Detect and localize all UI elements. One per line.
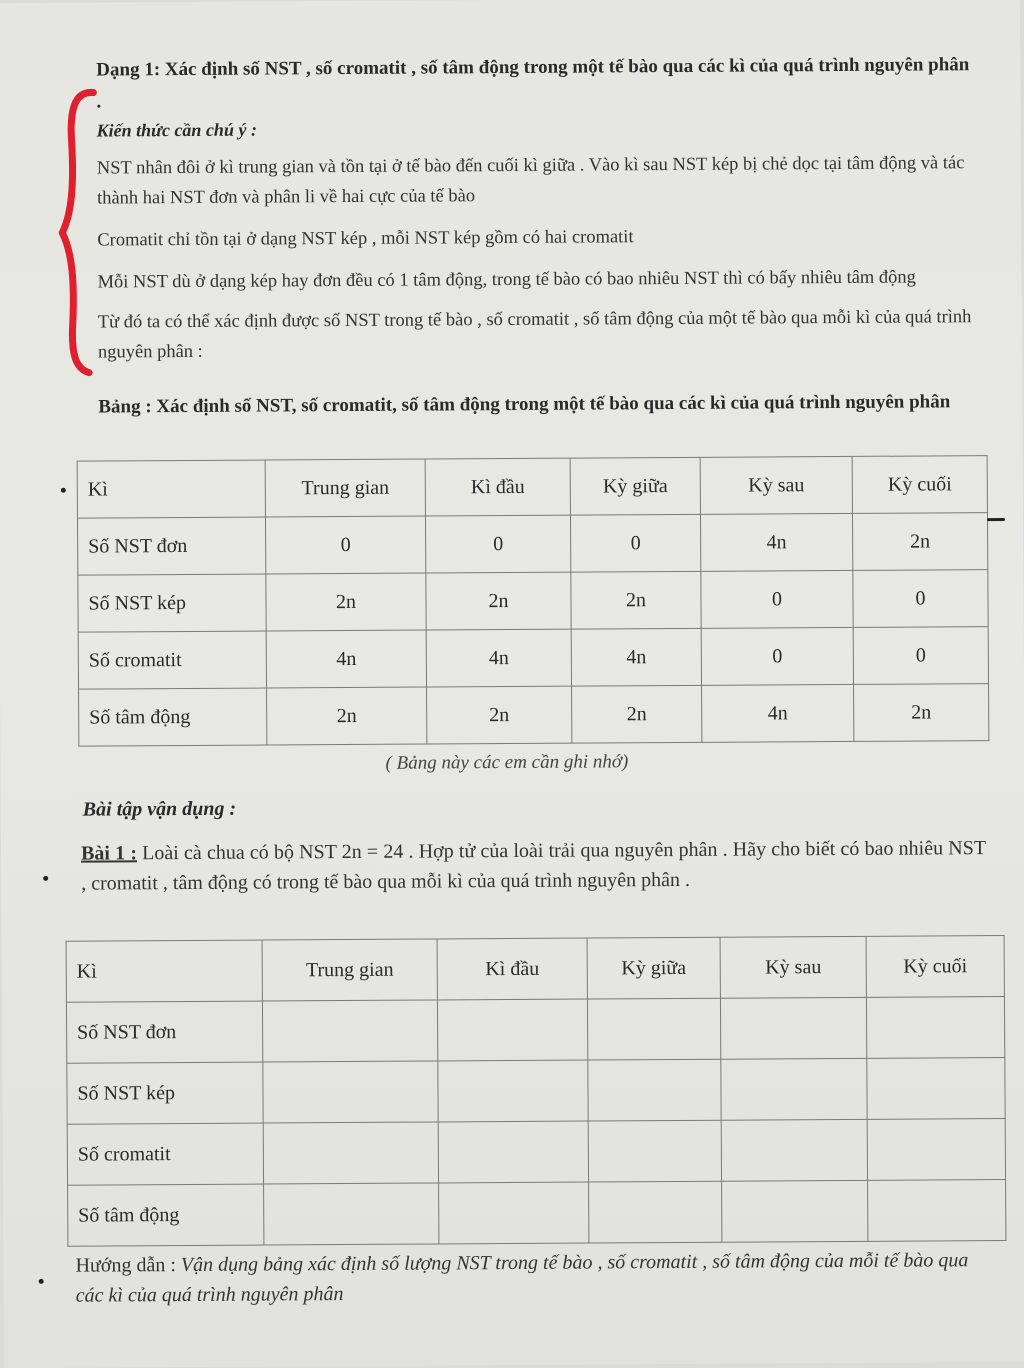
note-block: [97, 115, 973, 367]
table-cell: 0: [265, 516, 425, 574]
table-cell: 0: [853, 627, 988, 685]
empty-cell: [263, 1122, 438, 1184]
table-cell: 4n: [266, 630, 426, 688]
empty-cell: [866, 996, 1004, 1058]
table-row: [68, 1179, 1006, 1246]
blank-table: [66, 935, 1007, 1247]
header-cell: Trung gian: [262, 939, 437, 1001]
guide-label: Hướng dẫn :: [75, 1254, 176, 1277]
table-row: [66, 996, 1004, 1063]
table-header-row: [66, 935, 1004, 1002]
pen-dash: [987, 518, 1005, 521]
exercise-text: Loài cà chua có bộ NST 2n = 24 . Hợp tử của loài trải qua nguyên phân . Hãy cho biết có bao nhiêu NST , cromatit , tâm động có trong tế bào qua mỗi kì của quá trình nguyên phân .: [81, 837, 987, 895]
row-label: Số NST đơn: [77, 517, 265, 575]
table-row: [67, 1057, 1005, 1124]
empty-cell: [264, 1183, 439, 1245]
row-label: Số NST đơn: [66, 1001, 262, 1063]
exercise-label: Bài 1 :: [80, 842, 138, 865]
empty-cell: [867, 1057, 1005, 1119]
table-row: [77, 513, 987, 576]
empty-cell: [439, 1182, 589, 1244]
empty-cell: [587, 998, 720, 1060]
table-caption: ( Bảng này các em cần ghi nhớ): [385, 751, 629, 774]
header-cell: Kỳ cuối: [852, 456, 987, 514]
table-cell: 2n: [267, 687, 427, 745]
table-cell: 2n: [426, 572, 571, 630]
row-label: Số cromatit: [78, 631, 266, 689]
reference-table-title: Bảng : Xác định số NST, số cromatit, số tâm động trong một tế bào qua các kì của quá trình nguyên phân: [98, 391, 951, 418]
header-cell: Kỳ sau: [700, 456, 852, 514]
guide-text: Vận dụng bảng xác định số lượng NST trong tế bào , số cromatit , số tâm động của mỗi tế bào qua các kì của quá trình nguyên phân: [75, 1249, 969, 1307]
table-row: [78, 627, 988, 690]
note-paragraph-2: Cromatit chỉ tồn tại ở dạng NST kép , mỗi NST kép gồm có hai cromatit: [97, 227, 634, 251]
table-row: [78, 570, 988, 633]
note-paragraph-3: Mỗi NST dù ở dạng kép hay đơn đều có 1 tâm động, trong tế bào có bao nhiêu NST thì có bấy nhiêu tâm động: [97, 267, 916, 293]
empty-cell: [721, 1119, 867, 1181]
header-cell: Kỳ giữa: [587, 937, 720, 999]
table-cell: 4n: [700, 513, 852, 571]
table-cell: 2n: [852, 513, 987, 571]
table-cell: 4n: [702, 684, 854, 742]
empty-cell: [588, 1120, 721, 1182]
table-cell: 2n: [572, 685, 702, 743]
reference-table: [77, 455, 990, 747]
empty-cell: [720, 997, 866, 1059]
empty-cell: [438, 1060, 588, 1122]
empty-cell: [263, 1061, 438, 1123]
table-row: [79, 684, 989, 747]
note-heading: Kiến thức cần chú ý :: [96, 119, 257, 141]
table-cell: 4n: [571, 628, 701, 686]
red-brace-annotation: [51, 72, 103, 382]
header-cell: Kì đầu: [425, 458, 570, 516]
section-title: Dạng 1: Xác định số NST , số cromatit , số tâm động trong một tế bào qua các kì của quá trình nguyên phân .: [96, 54, 970, 113]
empty-cell: [868, 1179, 1006, 1241]
exercise-heading: Bài tập vận dụng :: [82, 797, 237, 821]
header-cell: Kì: [77, 460, 265, 518]
empty-cell: [722, 1180, 868, 1242]
stray-dot: [43, 876, 48, 881]
header-cell: Kỳ cuối: [866, 935, 1004, 997]
empty-cell: [438, 1121, 588, 1183]
empty-cell: [262, 1000, 437, 1062]
row-label: Số NST kép: [78, 574, 266, 632]
stray-dot: [61, 488, 66, 493]
empty-cell: [867, 1118, 1005, 1180]
table-cell: 0: [570, 514, 700, 572]
table-cell: 2n: [266, 573, 426, 631]
note-paragraph-1: NST nhân đôi ở kì trung gian và tồn tại ở tế bào đến cuối kì giữa . Vào kì sau NST kép bị chẻ dọc tại tâm động và tác thành hai NST đơn và phân li về hai cực của tế bào: [96, 153, 965, 209]
stray-dot: [39, 1279, 44, 1284]
table-cell: 2n: [427, 686, 572, 744]
empty-cell: [588, 1059, 721, 1121]
header-cell: Kì: [66, 940, 262, 1002]
header-cell: Kì đầu: [437, 938, 587, 1000]
row-label: Số tâm động: [68, 1184, 264, 1246]
table-header-row: [77, 456, 987, 519]
table-cell: 2n: [571, 571, 701, 629]
row-label: Số cromatit: [67, 1123, 263, 1185]
table-row: [67, 1118, 1005, 1185]
table-cell: 0: [701, 627, 853, 685]
note-paragraph-4: Từ đó ta có thể xác định được số NST trong tế bào , số cromatit , số tâm động của một tế bào qua mỗi kì của quá trình nguyên phân :: [97, 307, 972, 363]
header-cell: Kỳ giữa: [570, 457, 700, 515]
exercise-block: [81, 833, 986, 899]
table-cell: 0: [701, 570, 853, 628]
row-label: Số tâm động: [79, 688, 267, 746]
empty-cell: [721, 1058, 867, 1120]
table-cell: 0: [853, 570, 988, 628]
table-cell: 2n: [854, 684, 989, 742]
empty-cell: [589, 1181, 722, 1243]
empty-cell: [437, 999, 587, 1061]
table-cell: 4n: [426, 629, 571, 687]
header-cell: Trung gian: [265, 459, 425, 517]
guide-block: [75, 1245, 995, 1311]
row-label: Số NST kép: [67, 1062, 263, 1124]
table-cell: 0: [425, 515, 570, 573]
table-title-block: [98, 387, 973, 422]
header-cell: Kỳ sau: [720, 936, 866, 998]
section-title-block: [96, 49, 971, 118]
